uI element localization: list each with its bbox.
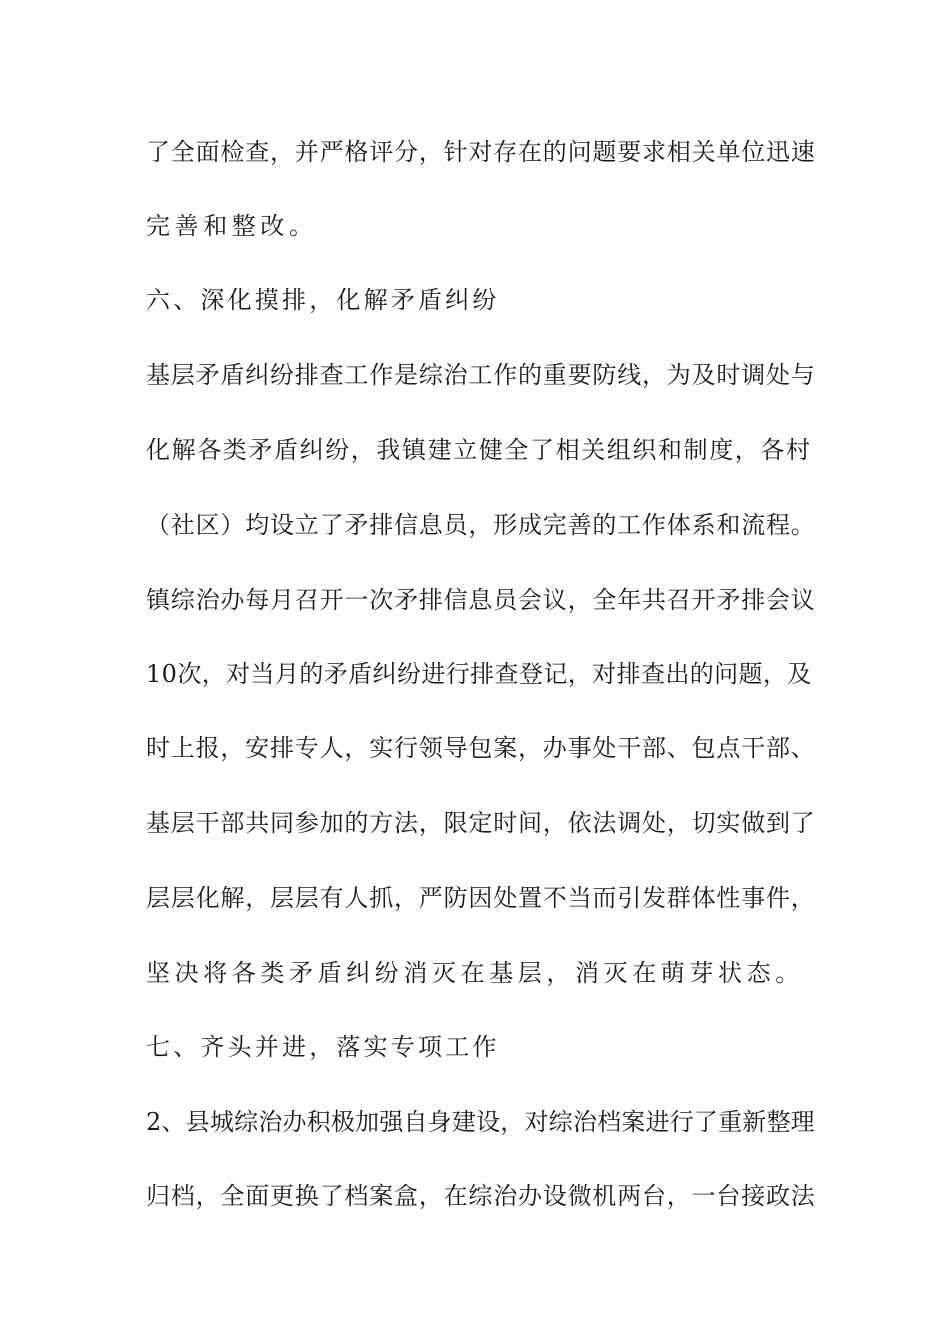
paragraph-line: 2、县城综治办积极加强自身建设，对综治档案进行了重新整理 xyxy=(146,1108,815,1136)
paragraph-line: 10次，对当月的矛盾纠纷进行排查登记，对排查出的问题，及 xyxy=(146,660,812,688)
paragraph-line: 时上报，安排专人，实行领导包案，办事处干部、包点干部、 xyxy=(146,734,816,762)
paragraph-line: 层层化解，层层有人抓，严防因处置不当而引发群体性事件， xyxy=(146,884,816,912)
paragraph-line: 完善和整改。 xyxy=(146,212,318,240)
paragraph-line: 基层矛盾纠纷排查工作是综治工作的重要防线，为及时调处与 xyxy=(146,361,816,389)
paragraph-line: 化解各类矛盾纠纷，我镇建立健全了相关组织和制度，各村 xyxy=(146,436,812,464)
paragraph-line: 坚决将各类矛盾纠纷消灭在基层，消灭在萌芽状态。 xyxy=(146,959,804,987)
paragraph-line: （社区）均设立了矛排信息员，形成完善的工作体系和流程。 xyxy=(146,511,816,539)
paragraph-line: 归档，全面更换了档案盒，在综治办设微机两台，一台接政法 xyxy=(146,1182,816,1210)
section-heading: 六、深化摸排，化解矛盾纠纷 xyxy=(146,286,500,314)
paragraph-line: 了全面检查，并严格评分，针对存在的问题要求相关单位迅速 xyxy=(146,138,816,166)
paragraph-line: 镇综治办每月召开一次矛排信息员会议，全年共召开矛排会议 xyxy=(146,586,816,614)
section-heading: 七、齐头并进，落实专项工作 xyxy=(146,1033,500,1061)
paragraph-line: 基层干部共同参加的方法，限定时间，依法调处，切实做到了 xyxy=(146,809,816,837)
